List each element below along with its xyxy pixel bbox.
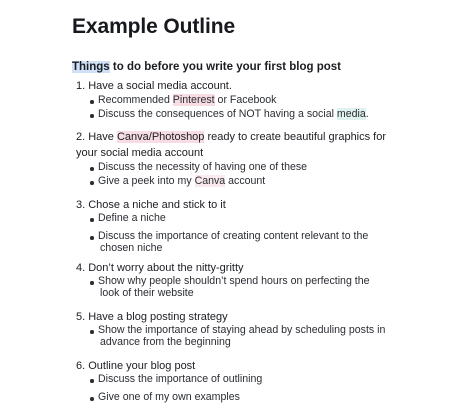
bullet <box>90 181 94 185</box>
sub-item: Discuss the necessity of having one of these <box>98 161 308 173</box>
sub-item: Show why people shouldn’t spend hours on perfecting the <box>98 275 370 287</box>
page-title: Example Outline <box>72 15 236 38</box>
outline-item-2: 2. Have Canva/Photoshop ready to create beautiful graphics for <box>76 131 387 143</box>
bullet <box>90 218 94 222</box>
highlight-canva-photoshop: Canva/Photoshop <box>116 131 205 143</box>
sub-item-cont: chosen niche <box>100 242 163 254</box>
bullet <box>90 397 94 401</box>
subtitle-text: to do before you write your first blog post <box>109 61 341 73</box>
sub-item-cont: look of their website <box>100 287 194 299</box>
sub-item: Give one of my own examples <box>98 391 240 403</box>
highlight-media: media <box>336 108 366 120</box>
outline-item-5: 5. Have a blog posting strategy <box>76 311 228 323</box>
sub-item: Discuss the importance of outlining <box>98 373 263 385</box>
sub-item-cont: advance from the beginning <box>100 336 231 348</box>
subtitle-highlight: Things <box>72 61 110 73</box>
outline-item-3: 3. Chose a niche and stick to it <box>76 199 226 211</box>
bullet <box>90 330 94 334</box>
outline-item-6: 6. Outline your blog post <box>76 360 196 372</box>
highlight-canva: Canva <box>194 175 226 187</box>
outline-item-2-cont: your social media account <box>76 147 204 159</box>
outline-subtitle <box>72 61 341 73</box>
bullet <box>90 281 94 285</box>
bullet <box>90 236 94 240</box>
highlight-pinterest: Pinterest <box>172 94 215 106</box>
bullet <box>90 379 94 383</box>
bullet <box>90 114 94 118</box>
bullet <box>90 167 94 171</box>
bullet <box>90 100 94 104</box>
sub-item: Recommended Pinterest or Facebook <box>98 94 277 106</box>
outline-item-1: 1. Have a social media account. <box>76 80 232 92</box>
sub-item: Discuss the consequences of NOT having a social media. <box>98 108 369 120</box>
sub-item: Define a niche <box>98 212 166 224</box>
outline-item-4: 4. Don’t worry about the nitty-gritty <box>76 262 244 274</box>
sub-item: Show the importance of staying ahead by scheduling posts in <box>98 324 386 336</box>
sub-item: Discuss the importance of creating content relevant to the <box>98 230 369 242</box>
sub-item: Give a peek into my Canva account <box>98 175 266 187</box>
